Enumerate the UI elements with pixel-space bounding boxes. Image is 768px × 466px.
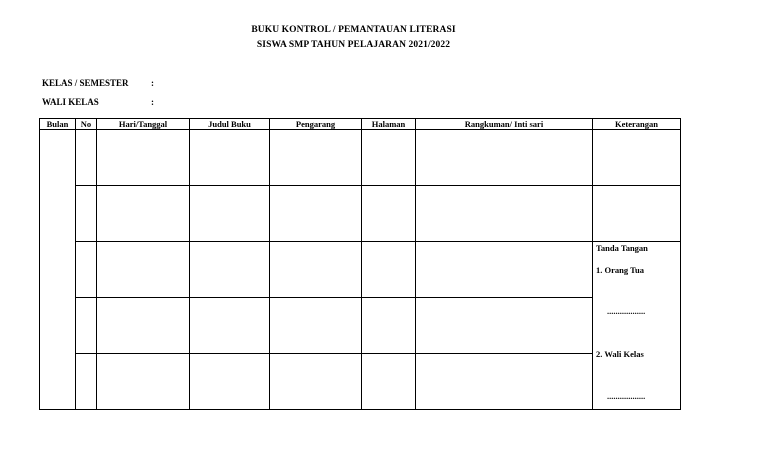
wali-kelas-colon: : (151, 97, 154, 107)
judul-buku-cell[interactable] (190, 298, 270, 354)
table-row (40, 354, 681, 410)
no-cell[interactable] (76, 354, 97, 410)
hari-tanggal-cell[interactable] (97, 242, 190, 298)
wali-kelas-label: WALI KELAS (42, 97, 99, 107)
halaman-cell[interactable] (362, 298, 416, 354)
literacy-log-table (39, 118, 681, 410)
table-header-row (40, 119, 681, 130)
rangkuman-cell[interactable] (416, 130, 593, 186)
signature-cell[interactable] (593, 242, 681, 410)
orang-tua-label: 1. Orang Tua (596, 265, 644, 275)
keterangan-cell[interactable] (593, 186, 681, 242)
rangkuman-cell[interactable] (416, 298, 593, 354)
orang-tua-signature-line: .................. (607, 306, 646, 316)
col-header-keterangan: Keterangan (593, 119, 681, 130)
col-header-rangkuman: Rangkuman/ Inti sari (416, 119, 593, 130)
bulan-cell[interactable] (40, 130, 76, 410)
no-cell[interactable] (76, 298, 97, 354)
document-title-line2: SISWA SMP TAHUN PELAJARAN 2021/2022 (256, 40, 451, 50)
halaman-cell[interactable] (362, 242, 416, 298)
wali-kelas-signature-line: .................. (607, 391, 646, 401)
judul-buku-cell[interactable] (190, 130, 270, 186)
kelas-semester-label: KELAS / SEMESTER (42, 78, 129, 88)
no-cell[interactable] (76, 130, 97, 186)
rangkuman-cell[interactable] (416, 242, 593, 298)
col-header-judul-buku: Judul Buku (190, 119, 270, 130)
col-header-pengarang: Pengarang (270, 119, 362, 130)
table-row (40, 186, 681, 242)
hari-tanggal-cell[interactable] (97, 298, 190, 354)
rangkuman-cell[interactable] (416, 354, 593, 410)
halaman-cell[interactable] (362, 354, 416, 410)
no-cell[interactable] (76, 242, 97, 298)
hari-tanggal-cell[interactable] (97, 130, 190, 186)
pengarang-cell[interactable] (270, 242, 362, 298)
kelas-semester-colon: : (151, 78, 154, 88)
no-cell[interactable] (76, 186, 97, 242)
judul-buku-cell[interactable] (190, 354, 270, 410)
halaman-cell[interactable] (362, 130, 416, 186)
tanda-tangan-label: Tanda Tangan (596, 243, 648, 253)
col-header-no: No (76, 119, 97, 130)
pengarang-cell[interactable] (270, 354, 362, 410)
pengarang-cell[interactable] (270, 298, 362, 354)
halaman-cell[interactable] (362, 186, 416, 242)
col-header-halaman: Halaman (362, 119, 416, 130)
col-header-bulan: Bulan (40, 119, 76, 130)
wali-kelas-sign-label: 2. Wali Kelas (596, 349, 644, 359)
hari-tanggal-cell[interactable] (97, 354, 190, 410)
document-title-line1: BUKU KONTROL / PEMANTAUAN LITERASI (251, 25, 456, 35)
table-row (40, 298, 681, 354)
table-row (40, 242, 681, 298)
keterangan-cell[interactable] (593, 130, 681, 186)
pengarang-cell[interactable] (270, 186, 362, 242)
judul-buku-cell[interactable] (190, 186, 270, 242)
judul-buku-cell[interactable] (190, 242, 270, 298)
pengarang-cell[interactable] (270, 130, 362, 186)
hari-tanggal-cell[interactable] (97, 186, 190, 242)
rangkuman-cell[interactable] (416, 186, 593, 242)
table-row (40, 130, 681, 186)
col-header-hari-tanggal: Hari/Tanggal (97, 119, 190, 130)
